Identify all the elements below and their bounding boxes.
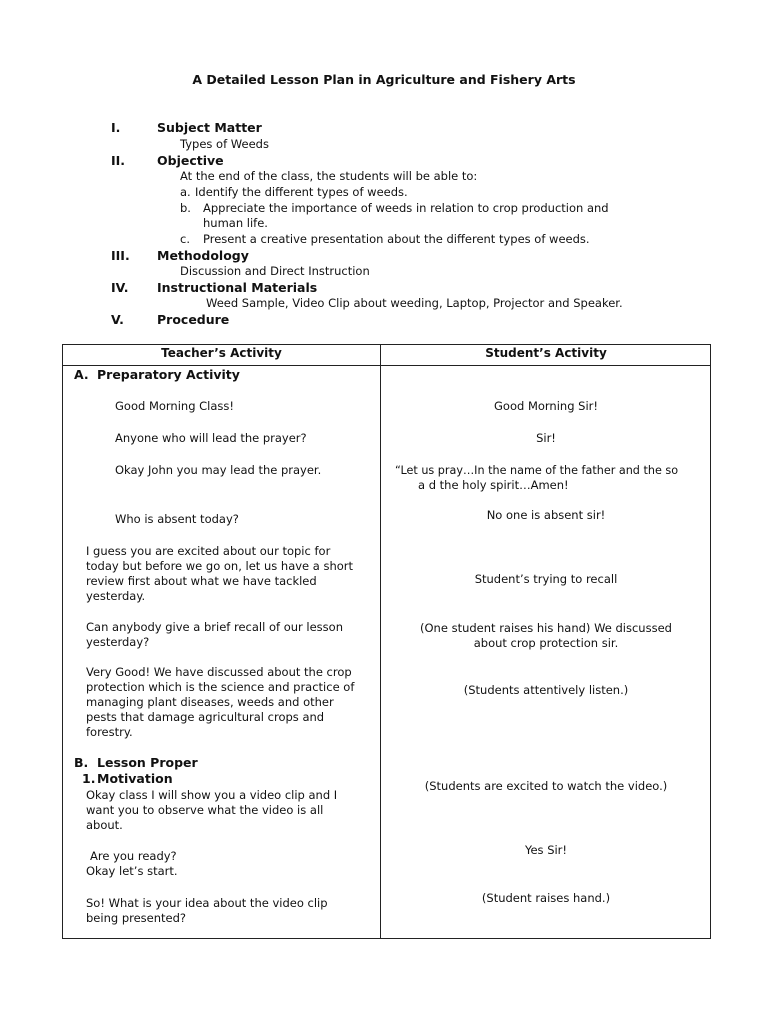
instructional-materials-content: Weed Sample, Video Clip about weeding, Laptop, Projector and Speaker. [206, 296, 623, 310]
methodology-content: Discussion and Direct Instruction [180, 264, 370, 278]
section-heading-procedure: Procedure [157, 312, 230, 327]
student-line: (Students attentively listen.) [463, 683, 629, 697]
teacher-line: managing plant diseases, weeds and other [86, 695, 334, 709]
teacher-line: Who is absent today? [115, 512, 239, 526]
teacher-line: pests that damage agricultural crops and [86, 710, 325, 724]
section-heading-subject-matter: Subject Matter [157, 120, 262, 135]
student-line: No one is absent sir! [486, 508, 606, 522]
section-numeral: III. [111, 248, 130, 263]
section-numeral: I. [111, 120, 121, 135]
teacher-line: yesterday. [86, 589, 146, 603]
student-line: (Student raises hand.) [481, 891, 611, 905]
teacher-line: Okay let’s start. [86, 864, 178, 878]
objective-marker: c. [180, 232, 190, 246]
student-line: Good Morning Sir! [494, 399, 598, 413]
objective-item: Present a creative presentation about the different types of weeds. [203, 232, 590, 246]
student-line: about crop protection sir. [473, 636, 619, 650]
teacher-line: about. [86, 818, 123, 832]
student-line: Sir! [536, 431, 556, 445]
teacher-line: protection which is the science and practice of [86, 680, 355, 694]
objective-item-continued: human life. [203, 216, 268, 230]
teacher-line: want you to observe what the video is all [86, 803, 324, 817]
motivation-label: Motivation [97, 771, 173, 786]
section-heading-instructional-materials: Instructional Materials [157, 280, 318, 295]
teacher-line: forestry. [86, 725, 133, 739]
section-heading-methodology: Methodology [157, 248, 249, 263]
section-numeral: IV. [111, 280, 129, 295]
student-line: “Let us pray…In the name of the father and the so [395, 464, 679, 477]
teacher-activity-header: Teacher’s Activity [161, 346, 282, 360]
teacher-line: being presented? [86, 911, 187, 925]
teacher-line: Okay class I will show you a video clip and I [86, 788, 338, 802]
student-line: a d the holy spirit…Amen! [418, 478, 569, 492]
section-b-marker: B. [74, 755, 89, 770]
student-line: (Students are excited to watch the video.) [424, 779, 668, 793]
section-b-label: Lesson Proper [97, 755, 198, 770]
motivation-marker: 1. [82, 771, 96, 786]
student-line: Yes Sir! [524, 843, 568, 857]
section-a-marker: A. [74, 367, 89, 382]
section-a-label: Preparatory Activity [97, 367, 240, 382]
student-line: (One student raises his hand) We discussed [420, 621, 672, 635]
objective-intro: At the end of the class, the students will be able to: [180, 169, 478, 183]
teacher-line: Good Morning Class! [115, 399, 235, 413]
teacher-line: Are you ready? [90, 849, 177, 863]
teacher-line: Can anybody give a brief recall of our lesson [86, 620, 343, 634]
section-numeral: V. [111, 312, 124, 327]
teacher-line: So! What is your idea about the video clip [86, 896, 328, 910]
section-heading-objective: Objective [157, 153, 224, 168]
teacher-line: Very Good! We have discussed about the crop [86, 665, 352, 679]
header-divider [63, 365, 710, 366]
teacher-line: yesterday? [86, 635, 150, 649]
student-activity-header: Student’s Activity [485, 346, 607, 360]
section-numeral: II. [111, 153, 126, 168]
subject-matter-content: Types of Weeds [180, 137, 269, 151]
student-line: Student’s trying to recall [474, 572, 618, 586]
objective-marker: b. [180, 201, 191, 215]
objective-marker: a. [180, 185, 191, 199]
teacher-line: Okay John you may lead the prayer. [115, 463, 322, 477]
teacher-line: I guess you are excited about our topic for [86, 544, 331, 558]
teacher-line: review first about what we have tackled [86, 574, 317, 588]
teacher-line: Anyone who will lead the prayer? [115, 431, 307, 445]
objective-item: Identify the different types of weeds. [195, 185, 408, 199]
objective-item: Appreciate the importance of weeds in relation to crop production and [203, 201, 609, 215]
procedure-table [62, 344, 711, 939]
teacher-line: today but before we go on, let us have a short [86, 559, 354, 573]
document-title: A Detailed Lesson Plan in Agriculture and Fishery Arts [192, 72, 576, 87]
